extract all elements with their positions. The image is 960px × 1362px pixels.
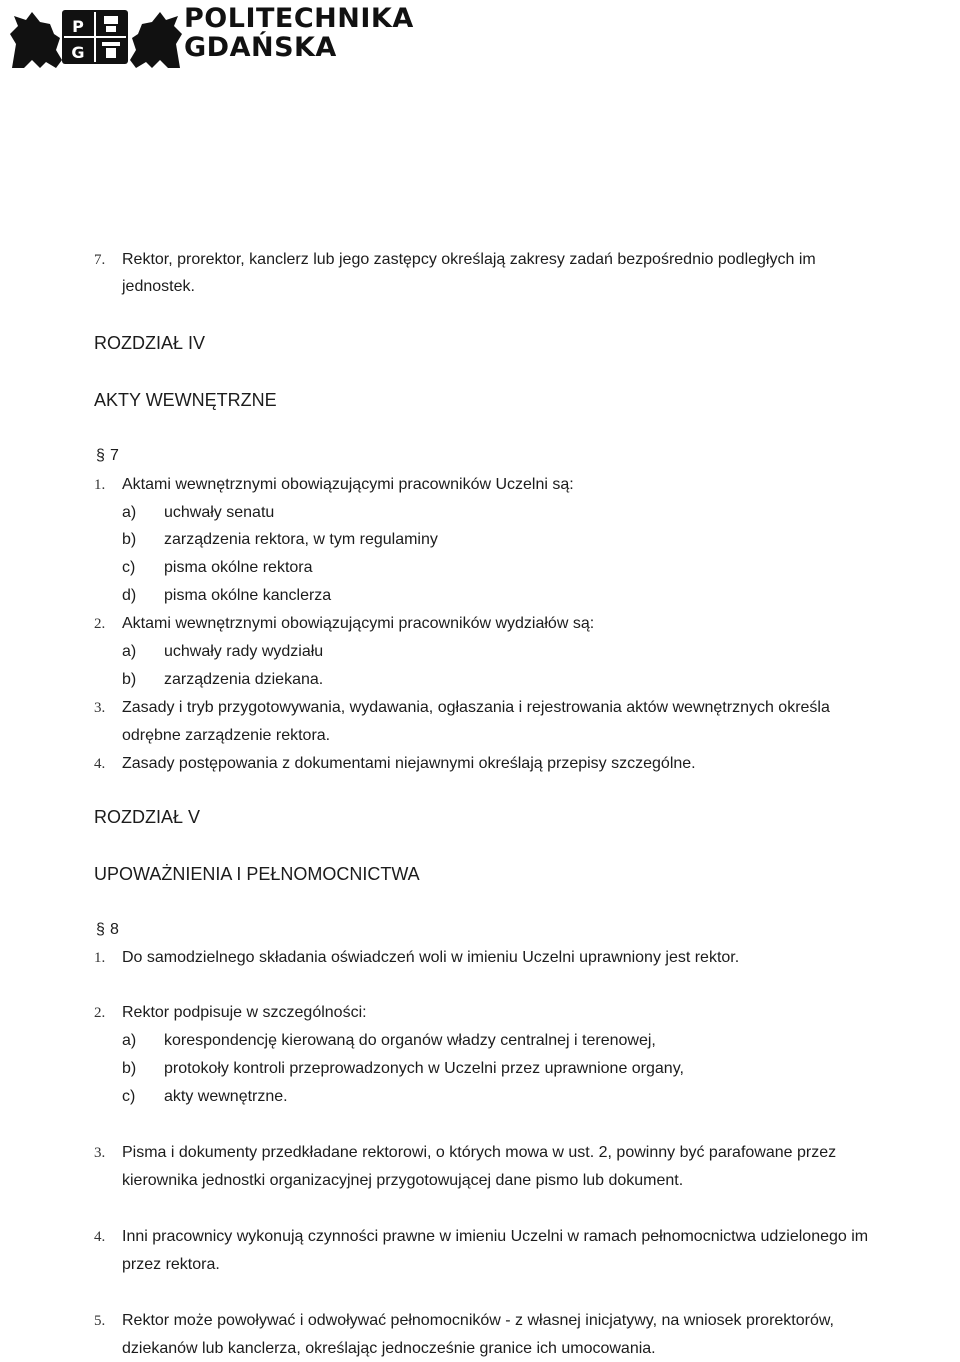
item-text: Aktami wewnętrznymi obowiązującymi pracowników Uczelni są: [122, 476, 574, 493]
item-number: 3. [94, 1145, 106, 1161]
sub-letter: b) [122, 671, 137, 688]
paragraph-label: 8 [110, 921, 119, 938]
paragraph-label: 7 [110, 447, 119, 464]
item-number: 1. [94, 950, 106, 966]
logo-line2: GDAŃSKA [184, 32, 337, 63]
sub-text: protokoły kontroli przeprowadzonych w Uczelni przez uprawnione organy, [164, 1060, 684, 1077]
item-number: 2. [94, 1005, 106, 1021]
sub-letter: a) [122, 1032, 137, 1049]
item-number: 3. [94, 700, 106, 716]
sub-letter: b) [122, 531, 137, 548]
sub-letter: b) [122, 1060, 137, 1077]
sub-text: akty wewnętrzne. [164, 1088, 288, 1105]
logo-line1: POLITECHNIKA [184, 3, 414, 34]
item-text-line2: kierownika jednostki organizacyjnej przygotowującej dane pismo lub dokument. [122, 1172, 684, 1189]
sub-text: uchwały rady wydziału [164, 643, 324, 660]
chapter-subtitle: AKTY WEWNĘTRZNE [94, 390, 277, 410]
item-number: 1. [94, 477, 106, 493]
logo-wordmark [184, 4, 414, 62]
item-text: Aktami wewnętrznymi obowiązującymi pracowników wydziałów są: [122, 615, 595, 632]
item-text-line2: przez rektora. [122, 1256, 220, 1273]
item-text: Do samodzielnego składania oświadczeń woli w imieniu Uczelni uprawniony jest rektor. [122, 949, 740, 966]
sub-text: pisma okólne rektora [164, 559, 313, 576]
pg-emblem-icon [6, 4, 186, 74]
sub-text: uchwały senatu [164, 504, 275, 521]
section-sign: § [96, 921, 105, 938]
sub-text: zarządzenia rektora, w tym regulaminy [164, 531, 438, 548]
item-text-line1: Inni pracownicy wykonują czynności prawne w imieniu Uczelni w ramach pełnomocnictwa udzielonego im [122, 1228, 869, 1245]
item-text-line2: dziekanów lub kanclerza, określając jednocześnie granice ich umocowania. [122, 1340, 656, 1357]
chapter-subtitle: UPOWAŻNIENIA I PEŁNOMOCNICTWA [94, 864, 420, 884]
item-number: 2. [94, 616, 106, 632]
item-text: Zasady postępowania z dokumentami niejawnymi określają przepisy szczególne. [122, 755, 696, 772]
item-text-line2: jednostek. [122, 278, 195, 295]
sub-text: pisma okólne kanclerza [164, 587, 332, 604]
item-text-line1: Rektor, prorektor, kanclerz lub jego zastępcy określają zakresy zadań bezpośrednio podległych im [122, 251, 816, 268]
item-text-line1: Zasady i tryb przygotowywania, wydawania, ogłaszania i rejestrowania aktów wewnętrznych określa [122, 699, 830, 716]
item-number: 7. [94, 252, 106, 268]
sub-text: korespondencję kierowaną do organów władzy centralnej i terenowej, [164, 1032, 656, 1049]
item-text-line1: Pisma i dokumenty przedkładane rektorowi, o których mowa w ust. 2, powinny być parafowane przez [122, 1144, 837, 1161]
sub-text: zarządzenia dziekana. [164, 671, 324, 688]
sub-letter: d) [122, 587, 137, 604]
svg-text:P: P [72, 17, 84, 36]
chapter-title: ROZDZIAŁ IV [94, 333, 206, 353]
section-sign: § [96, 447, 105, 464]
chapter-title: ROZDZIAŁ V [94, 807, 201, 827]
item-text: Rektor podpisuje w szczególności: [122, 1004, 367, 1021]
sub-letter: c) [122, 559, 136, 576]
item-number: 4. [94, 756, 106, 772]
item-text-line2: odrębne zarządzenie rektora. [122, 727, 331, 744]
item-text-line1: Rektor może powoływać i odwoływać pełnomocników - z własnej inicjatywy, na wniosek prorektorów, [122, 1312, 834, 1329]
svg-text:G: G [71, 43, 85, 62]
item-number: 5. [94, 1313, 106, 1329]
sub-letter: a) [122, 504, 137, 521]
item-number: 4. [94, 1229, 106, 1245]
sub-letter: c) [122, 1088, 136, 1105]
sub-letter: a) [122, 643, 137, 660]
